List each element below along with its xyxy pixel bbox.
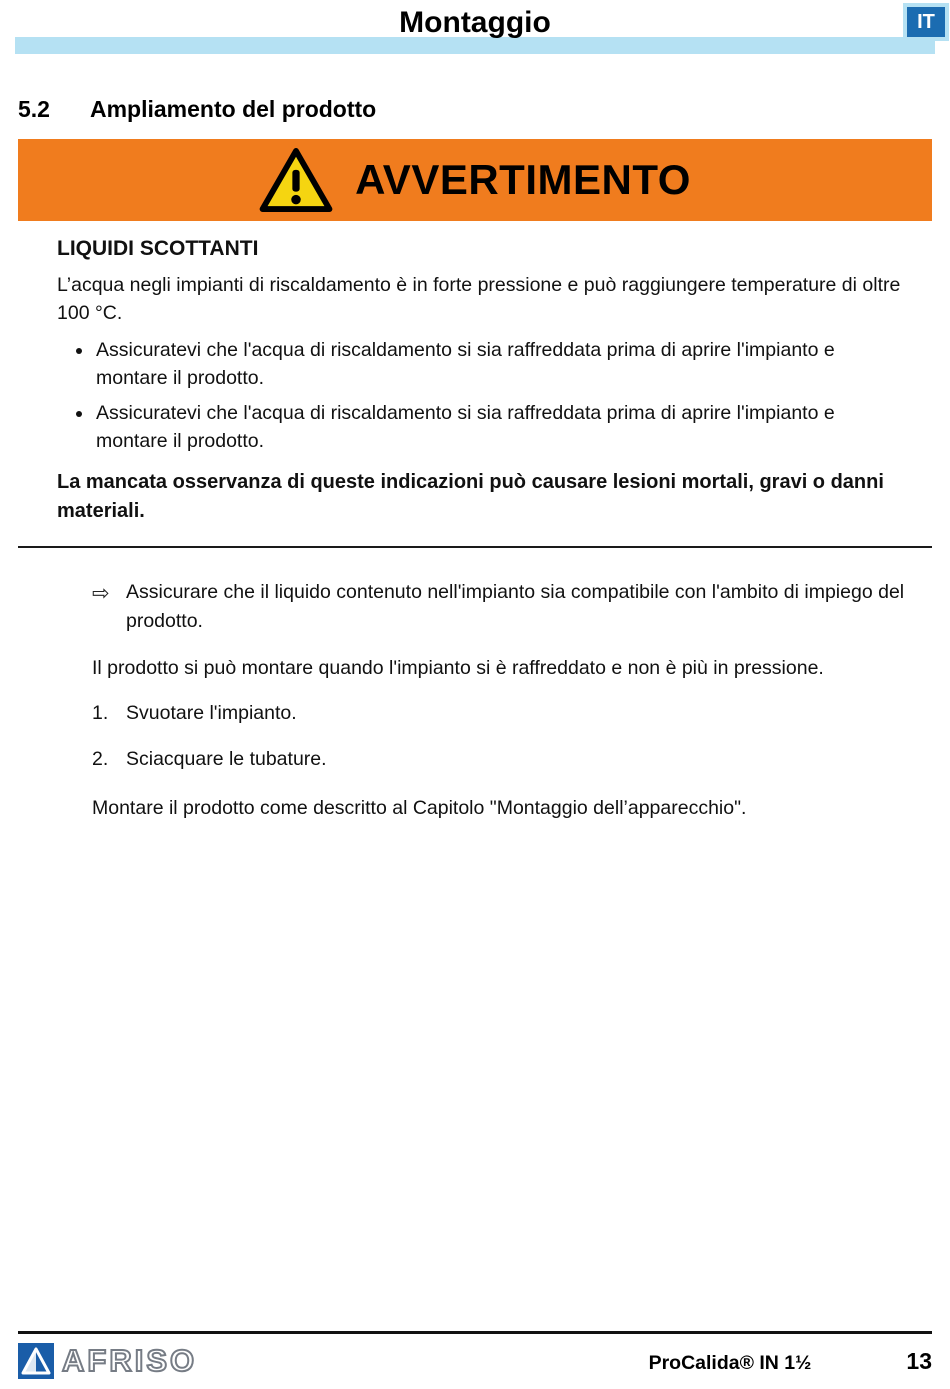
action-note-text: Assicurare che il liquido contenuto nell'impianto sia compatibile con l'ambito di impiego del prodotto. <box>126 580 905 632</box>
step-item <box>92 745 910 774</box>
warning-subtitle: LIQUIDI SCOTTANTI <box>57 237 259 260</box>
main-content <box>92 578 910 824</box>
page-header <box>0 0 950 62</box>
section-number: 5.2 <box>18 96 50 122</box>
warning-bullet: • Assicuratevi che l'acqua di riscaldamento si sia raffreddata prima di aprire l'impianto e montare il prodotto. <box>94 336 904 393</box>
step-number: 2. <box>92 747 109 770</box>
afriso-logo-icon <box>18 1343 54 1379</box>
action-note <box>92 578 910 637</box>
page-title: Montaggio <box>399 6 551 39</box>
brand-name: AFRISO <box>62 1343 198 1378</box>
warning-bullet-list <box>57 336 904 456</box>
warning-box <box>18 139 932 548</box>
page-number: 13 <box>906 1347 932 1374</box>
arrow-right-icon: ⇨ <box>92 581 110 605</box>
step-number: 1. <box>92 702 109 725</box>
step-item <box>92 699 910 728</box>
step-text: Sciacquare le tubature. <box>126 747 327 770</box>
warning-bullet: • Assicuratevi che l'acqua di riscaldamento si sia raffreddata prima di aprire l'impianto e montare il prodotto. <box>94 399 904 456</box>
section-heading <box>18 96 932 123</box>
body-paragraph: Il prodotto si può montare quando l'impianto si è raffreddato e non è più in pressione. <box>92 657 824 680</box>
section-title: Ampliamento del prodotto <box>90 96 377 122</box>
page-footer <box>18 1331 932 1379</box>
footer-right <box>649 1348 932 1375</box>
brand-logo <box>18 1343 197 1379</box>
warning-consequence: La mancata osservanza di queste indicazioni può causare lesioni mortali, gravi o danni materiali. <box>57 470 884 522</box>
warning-body <box>18 221 932 546</box>
closing-paragraph: Montare il prodotto come descritto al Capitolo "Montaggio dell’apparecchio". <box>92 796 747 819</box>
product-name: ProCalida® IN 1½ <box>648 1351 812 1374</box>
step-text: Svuotare l'impianto. <box>126 702 297 725</box>
warning-triangle-icon <box>259 148 333 212</box>
language-badge: IT <box>903 3 949 41</box>
warning-title: AVVERTIMENTO <box>355 156 691 203</box>
warning-intro: L’acqua negli impianti di riscaldamento è in forte pressione e può raggiungere temperature di oltre 100 °C. <box>57 274 901 325</box>
warning-header <box>18 139 932 221</box>
